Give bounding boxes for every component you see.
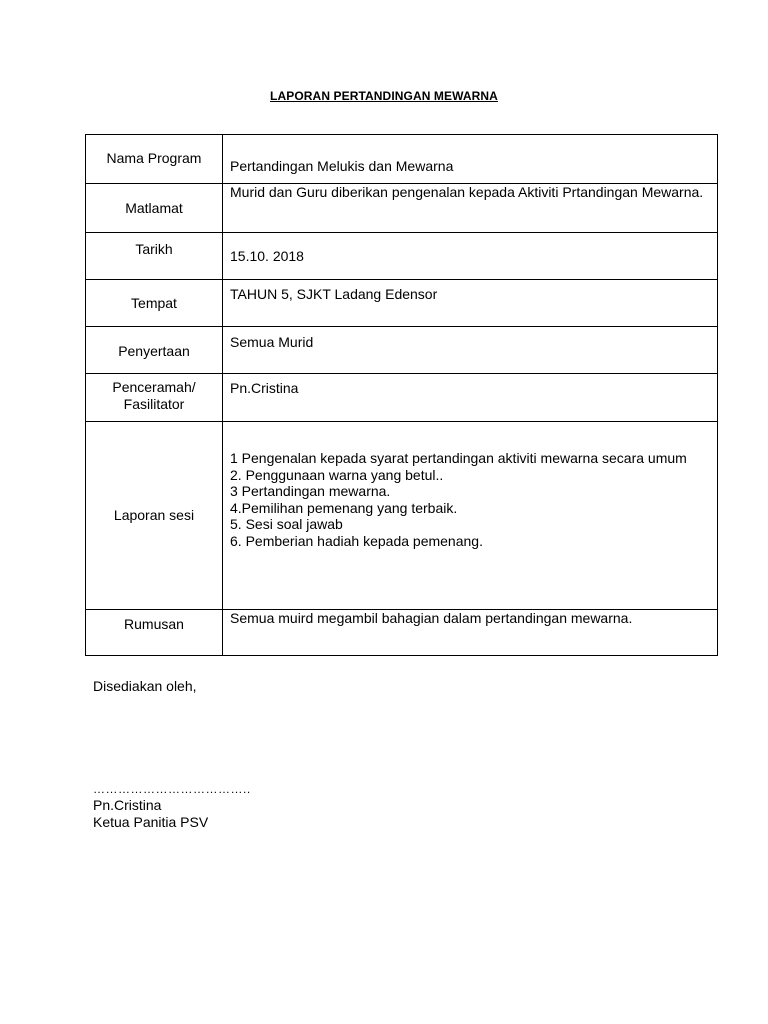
prepared-by-label: Disediakan oleh, (93, 678, 197, 694)
list-item: 5. Sesi soal jawab (230, 516, 343, 532)
label-laporan-sesi (86, 422, 223, 610)
table-row-nama-program (86, 135, 718, 184)
label-nama-program (86, 135, 223, 184)
value-text: TAHUN 5, SJKT Ladang Edensor (230, 286, 438, 302)
value-tarikh (223, 233, 718, 280)
list-item: 6. Pemberian hadiah kepada pemenang. (230, 532, 483, 549)
list-item: 1 Pengenalan kepada syarat pertandingan aktiviti mewarna secara umum (230, 450, 687, 466)
table-row-penyertaan (86, 327, 718, 374)
signer-name: Pn.Cristina (93, 797, 162, 813)
label-penceramah (86, 374, 223, 422)
value-text: Pn.Cristina (230, 380, 299, 396)
report-table (85, 134, 718, 656)
value-laporan-sesi (223, 422, 718, 610)
value-penyertaan (223, 327, 718, 374)
label-matlamat (86, 184, 223, 233)
value-penceramah (223, 374, 718, 422)
signer-position: Ketua Panitia PSV (93, 814, 209, 830)
table-row-tarikh (86, 233, 718, 280)
label-text: Penyertaan (118, 343, 190, 359)
table-row-penceramah (86, 374, 718, 422)
label-text: Laporan sesi (113, 507, 195, 524)
table-row-matlamat (86, 184, 718, 233)
label-tarikh (86, 233, 223, 280)
label-text-line2: Fasilitator (123, 395, 185, 412)
value-nama-program (223, 135, 718, 184)
session-list (230, 422, 710, 549)
value-text: Semua Murid (230, 334, 314, 350)
list-item: 3 Pertandingan mewarna. (230, 483, 391, 499)
label-text: Rumusan (124, 616, 184, 632)
label-penyertaan (86, 327, 223, 374)
label-tempat (86, 280, 223, 327)
label-text: Nama Program (106, 150, 202, 166)
label-text-line1: Penceramah/ (112, 379, 196, 395)
value-text: Murid dan Guru diberikan pengenalan kepada Aktiviti Prtandingan Mewarna. (230, 184, 704, 200)
table-row-laporan-sesi (86, 422, 718, 610)
value-rumusan (223, 610, 718, 656)
value-tempat (223, 280, 718, 327)
list-item: 4.Pemilihan pemenang yang terbaik. (230, 499, 458, 516)
value-text: Semua muird megambil bahagian dalam pertandingan mewarna. (230, 610, 633, 626)
table-row-rumusan (86, 610, 718, 656)
label-text: Matlamat (125, 199, 183, 216)
value-text: Pertandingan Melukis dan Mewarna (230, 158, 454, 174)
label-text: Tempat (131, 295, 177, 311)
list-item: 2. Penggunaan warna yang betul.. (230, 466, 444, 483)
value-text: 15.10. 2018 (230, 248, 304, 264)
report-title: LAPORAN PERTANDINGAN MEWARNA (270, 89, 498, 103)
label-text: Tarikh (135, 241, 173, 257)
value-matlamat (223, 184, 718, 233)
signature-line: ……………………………….. (93, 782, 251, 796)
label-rumusan (86, 610, 223, 656)
table-row-tempat (86, 280, 718, 327)
